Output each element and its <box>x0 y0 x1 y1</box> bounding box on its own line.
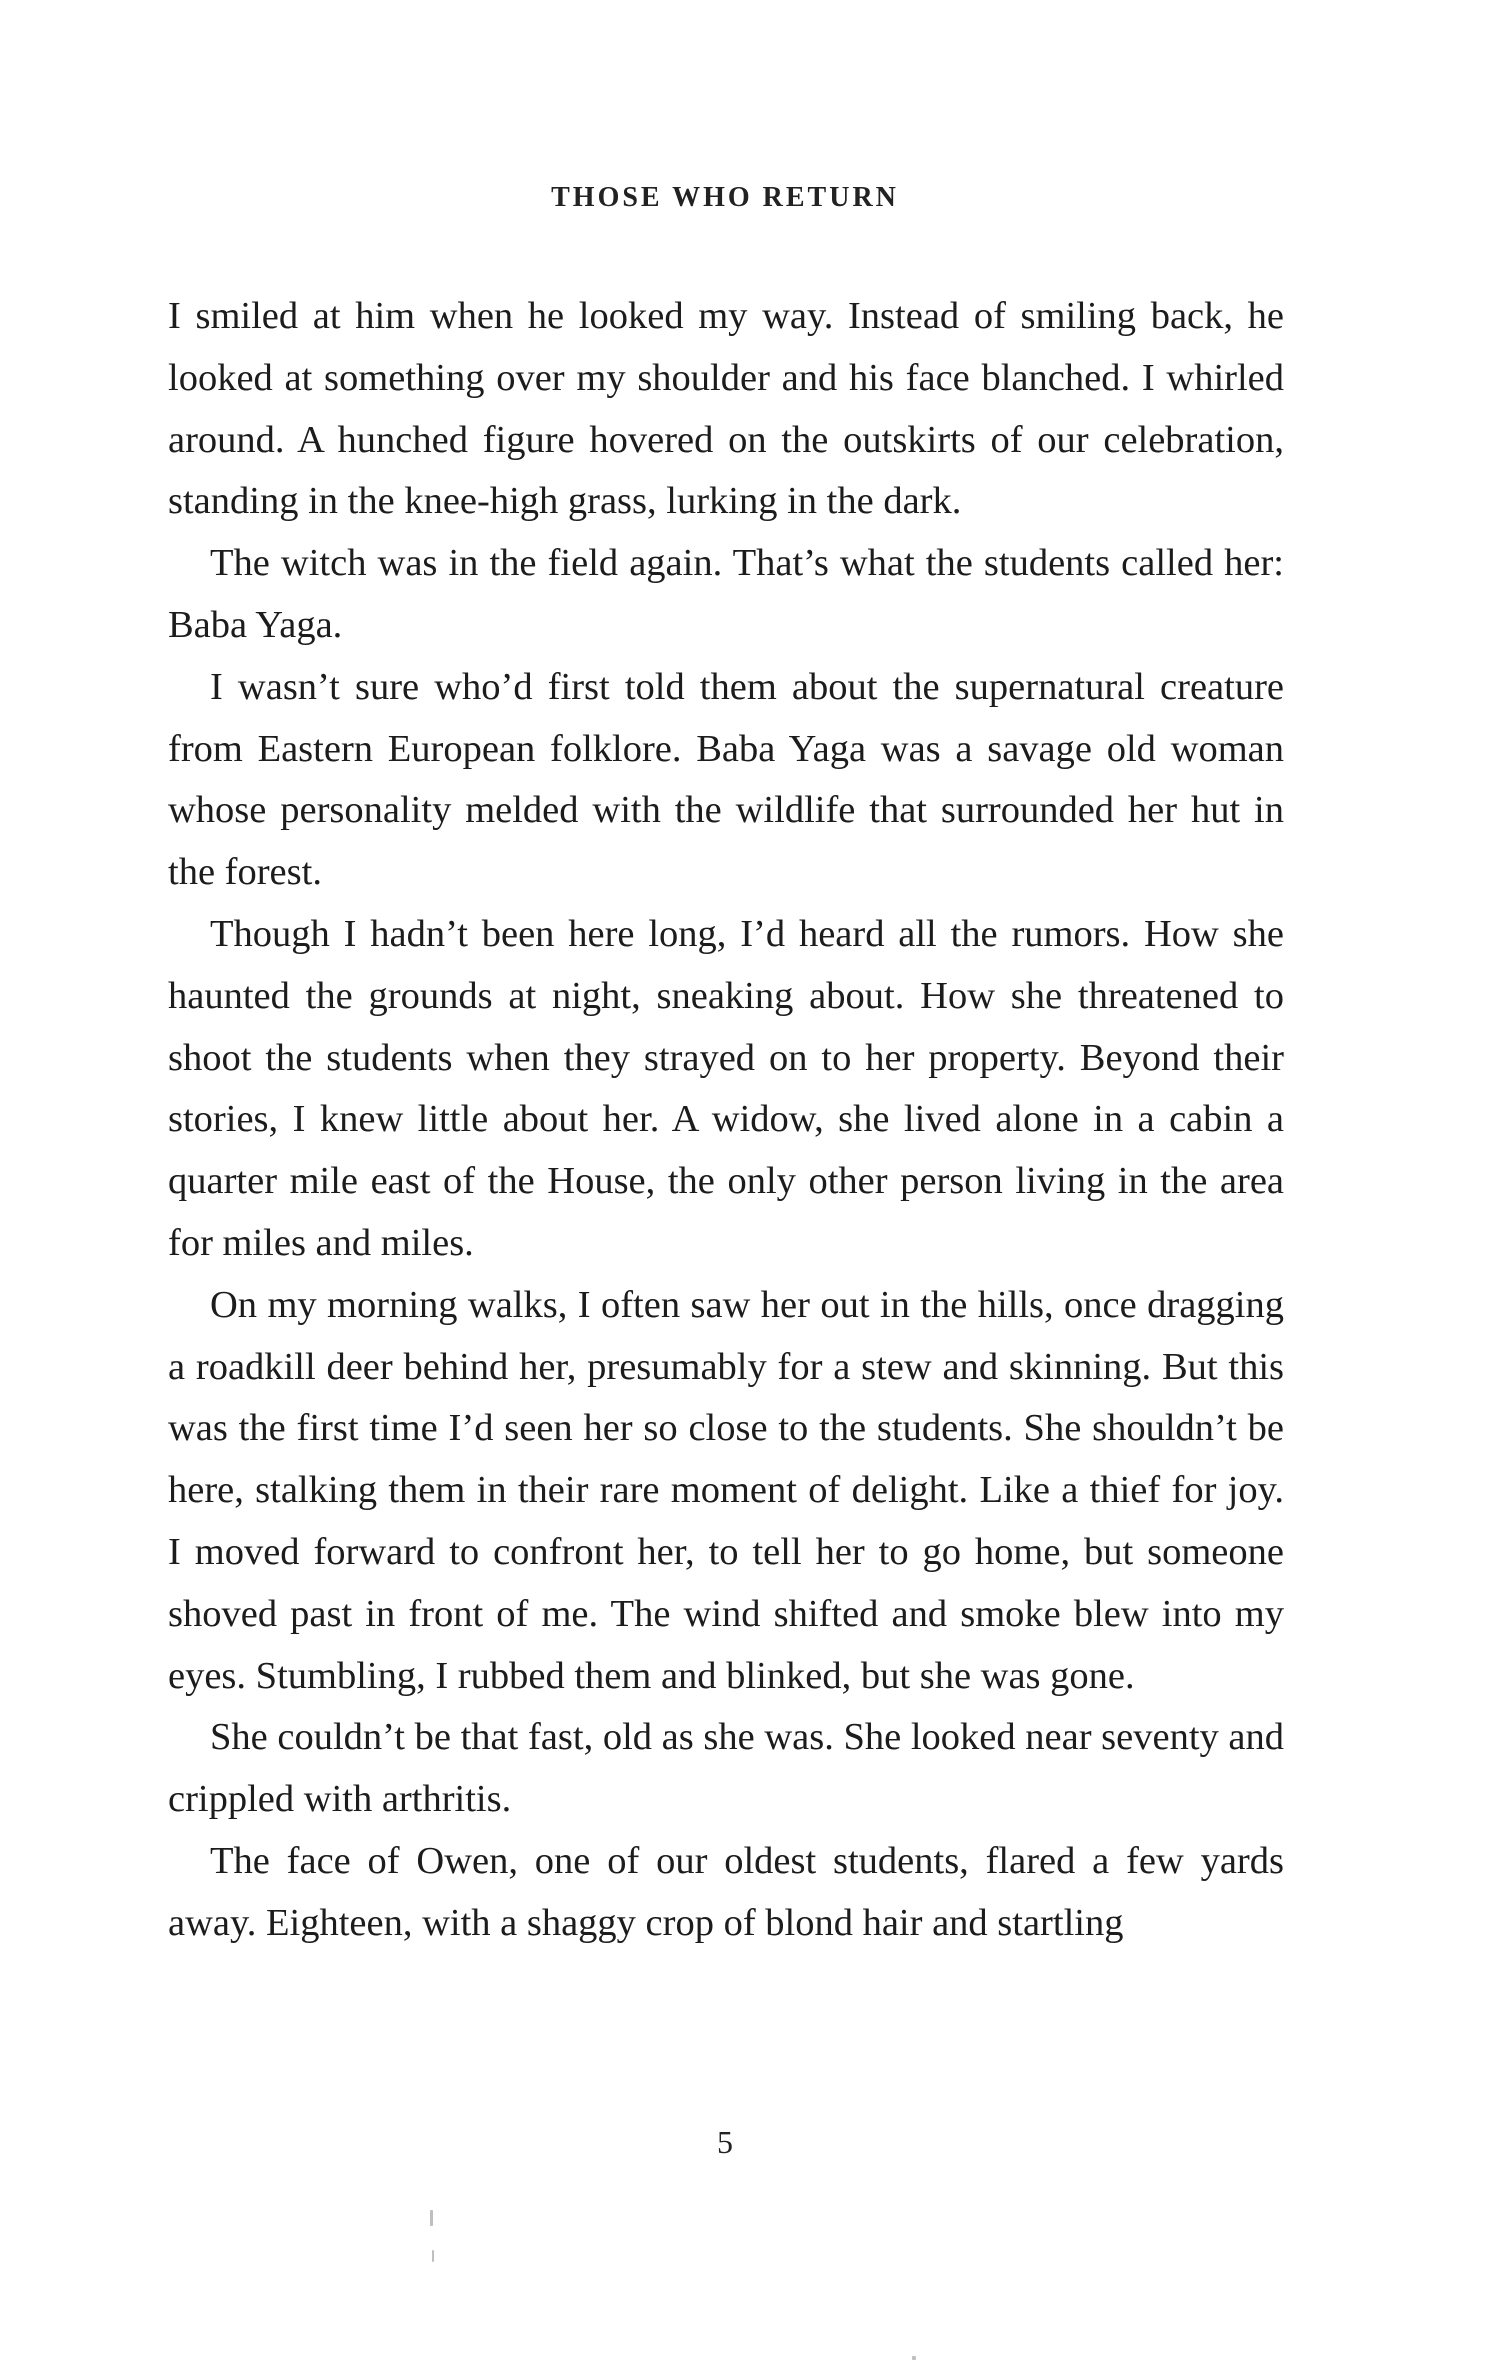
scan-speck <box>432 2250 434 2262</box>
page-number: 5 <box>717 2124 733 2160</box>
paragraph: The face of Owen, one of our oldest students, flared a few yards away. Eighteen, with a shaggy crop of blond hair and startling <box>168 1839 1284 1944</box>
paragraph: Though I hadn’t been here long, I’d heard all the rumors. How she haunted the grounds at night, sneaking about. How she threatened to shoot the students when they strayed on to her property. Beyond their stories, I knew little about her. A widow, she lived alone in a cabin a quarter mile east of the House, the only other person living in the area for miles and miles. <box>168 912 1284 1264</box>
paragraph: I wasn’t sure who’d first told them about the supernatural creature from Eastern European folklore. Baba Yaga was a savage old woman whose personality melded with the wildlife that surrounded her hut in the forest. <box>168 665 1284 894</box>
paragraph: She couldn’t be that fast, old as she was. She looked near seventy and crippled with arthritis. <box>168 1716 1284 1821</box>
paragraph: I smiled at him when he looked my way. Instead of smiling back, he looked at something over my shoulder and his face blanched. I whirled around. A hunched figure hovered on the outskirts of our celebration, standing in the knee-high grass, lurking in the dark. <box>168 295 1284 523</box>
scan-speck <box>430 2210 433 2226</box>
paragraph: On my morning walks, I often saw her out in the hills, once dragging a roadkill deer behind her, presumably for a stew and skinning. But this was the first time I’d seen her so close to the students. She shouldn’t be here, stalking them in their rare moment of delight. Like a thief for joy. I moved forward to confront her, to tell her to go home, but someone shoved past in front of me. The wind shifted and smoke blew into my eyes. Stumbling, I rubbed them and blinked, but she was gone. <box>168 1283 1284 1697</box>
scan-speck <box>912 2356 916 2360</box>
body-text <box>168 286 1284 1955</box>
running-head: THOSE WHO RETURN <box>551 182 899 213</box>
paragraph: The witch was in the field again. That’s what the students called her: Baba Yaga. <box>168 542 1284 646</box>
